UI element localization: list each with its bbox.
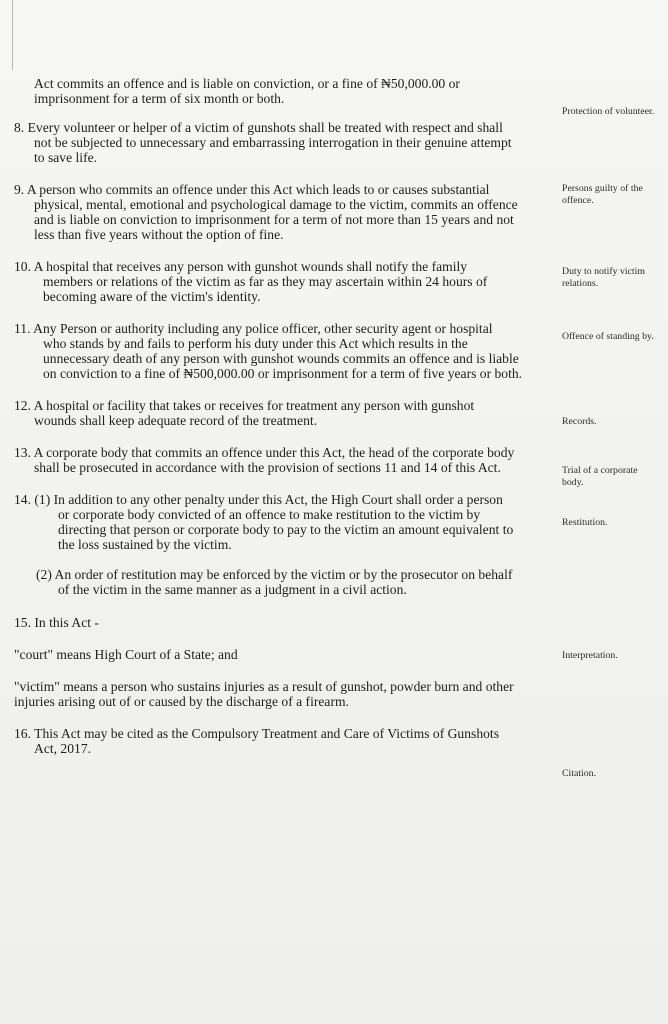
text-line: 16. This Act may be cited as the Compulsory Treatment and Care of Victims of Gunshots xyxy=(14,726,499,741)
text-line: becoming aware of the victim's identity. xyxy=(43,289,261,304)
text-line: 12. A hospital or facility that takes or receives for treatment any person with gunshot xyxy=(14,398,475,413)
text-line: physical, mental, emotional and psychological damage to the victim, commits an offence xyxy=(34,197,518,212)
section-14-subsection-2 xyxy=(14,567,556,597)
section-15 xyxy=(14,615,556,630)
margin-note-line: Offence of standing by. xyxy=(562,331,654,342)
section-13 xyxy=(14,445,556,475)
margin-note-line: Records. xyxy=(562,416,597,427)
section-8 xyxy=(14,120,556,165)
margin-note-line: Persons guilty of the xyxy=(562,183,643,194)
section-16 xyxy=(14,726,556,756)
text-line: Act commits an offence and is liable on conviction, or a fine of ₦50,000.00 or xyxy=(34,76,460,91)
margin-note-duty-to-notify xyxy=(562,266,668,289)
margin-note-line: Restitution. xyxy=(562,517,608,528)
text-line: and is liable on conviction to imprisonment for a term of not more than 15 years and not xyxy=(34,212,514,227)
text-line: the loss sustained by the victim. xyxy=(58,537,232,552)
margin-note-citation xyxy=(562,768,668,780)
text-line: unnecessary death of any person with gunshot wounds commits an offence and is liable xyxy=(43,351,519,366)
margin-note-line: Trial of a corporate xyxy=(562,465,638,476)
margin-note-line: Citation. xyxy=(562,768,597,779)
text-line: not be subjected to unnecessary and embarrassing interrogation in their genuine attempt xyxy=(34,135,512,150)
text-line: to save life. xyxy=(34,150,98,165)
page-edge-line xyxy=(12,0,13,70)
margin-note-persons-guilty xyxy=(562,183,668,206)
margin-note-trial-of-corporate-body xyxy=(562,465,668,488)
section-11 xyxy=(14,321,556,381)
margin-note-line: Duty to notify victim xyxy=(562,266,645,277)
text-line: on conviction to a fine of ₦500,000.00 or imprisonment for a term of five years or both. xyxy=(43,366,523,381)
margin-note-line: offence. xyxy=(562,194,594,206)
text-line: members or relations of the victim as far as they may ascertain within 24 hours of xyxy=(43,274,488,289)
text-line: 8. Every volunteer or helper of a victim of gunshots shall be treated with respect and shall xyxy=(14,120,503,135)
statute-body-text xyxy=(14,76,556,773)
margin-note-line: Interpretation. xyxy=(562,650,618,661)
text-line: of the victim in the same manner as a judgment in a civil action. xyxy=(58,582,407,597)
margin-note-standing-by xyxy=(562,331,668,343)
text-line: Act, 2017. xyxy=(34,741,92,756)
text-line: less than five years without the option of fine. xyxy=(34,227,284,242)
text-line: who stands by and fails to perform his duty under this Act which results in the xyxy=(43,336,468,351)
text-line: (2) An order of restitution may be enforced by the victim or by the prosecutor on behalf xyxy=(36,567,513,582)
text-line: 10. A hospital that receives any person with gunshot wounds shall notify the family xyxy=(14,259,468,274)
text-line: injuries arising out of or caused by the discharge of a firearm. xyxy=(14,694,349,709)
text-line: "victim" means a person who sustains injuries as a result of gunshot, powder burn and other xyxy=(14,679,514,694)
text-line: 9. A person who commits an offence under this Act which leads to or causes substantial xyxy=(14,182,490,197)
section-14-subsection-1 xyxy=(14,492,556,552)
section-9 xyxy=(14,182,556,242)
text-line: 11. Any Person or authority including any police officer, other security agent or hospital xyxy=(14,321,493,336)
definition-victim xyxy=(14,679,556,709)
margin-note-restitution xyxy=(562,517,668,529)
margin-note-interpretation xyxy=(562,650,668,662)
continued-section-text xyxy=(14,76,556,106)
text-line: directing that person or corporate body to pay to the victim an amount equivalent to xyxy=(58,522,514,537)
text-line: 13. A corporate body that commits an offence under this Act, the head of the corporate body xyxy=(14,445,515,460)
text-line: or corporate body convicted of an offence to make restitution to the victim by xyxy=(58,507,481,522)
margin-note-records xyxy=(562,416,668,428)
margin-note-line: body. xyxy=(562,476,584,488)
margin-note-line: Protection of volunteer. xyxy=(562,106,655,117)
text-line: "court" means High Court of a State; and xyxy=(14,647,238,662)
definition-court xyxy=(14,647,556,662)
margin-note-protection-of-volunteer xyxy=(562,106,668,118)
section-12 xyxy=(14,398,556,428)
text-line: 15. In this Act - xyxy=(14,615,99,630)
section-10 xyxy=(14,259,556,304)
text-line: imprisonment for a term of six month or both. xyxy=(34,91,285,106)
text-line: shall be prosecuted in accordance with the provision of sections 11 and 14 of this Act. xyxy=(34,460,501,475)
text-line: 14. (1) In addition to any other penalty under this Act, the High Court shall order a person xyxy=(14,492,503,507)
margin-note-line: relations. xyxy=(562,277,599,289)
text-line: wounds shall keep adequate record of the treatment. xyxy=(34,413,318,428)
